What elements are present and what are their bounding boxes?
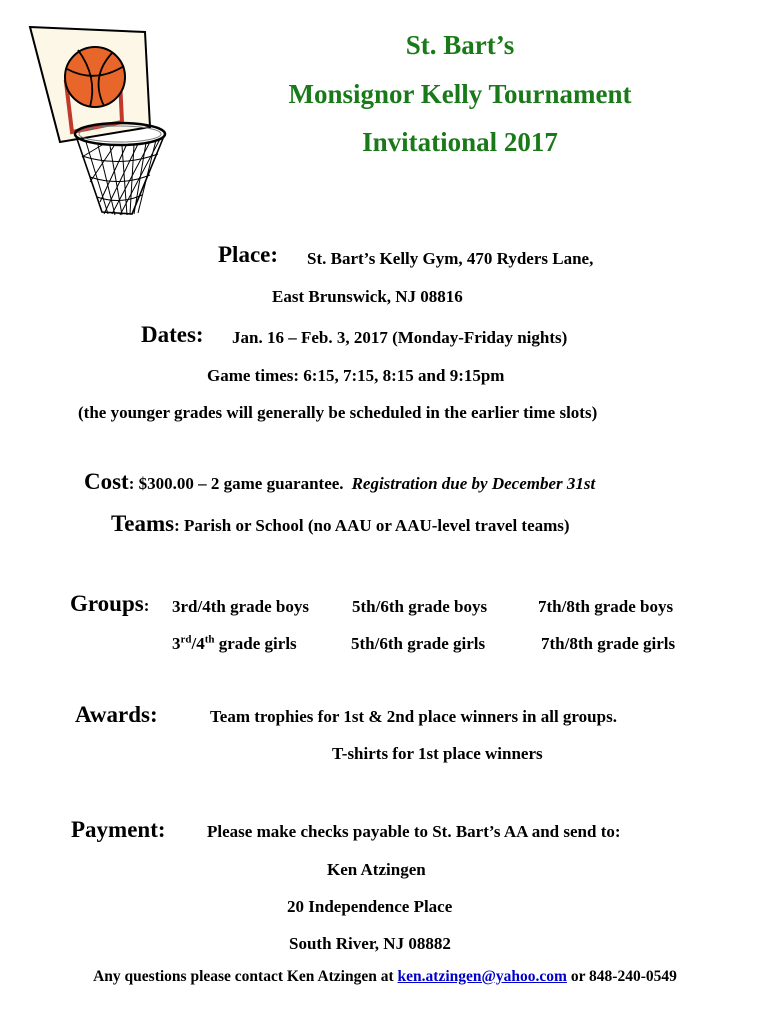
- payment-label: Payment:: [71, 817, 166, 842]
- dates-label: Dates:: [141, 322, 204, 347]
- cost-label: Cost: [84, 469, 129, 494]
- group-boys-5-6: 5th/6th grade boys: [352, 597, 488, 616]
- registration-deadline: Registration due by December 31st: [351, 474, 596, 493]
- contact-email-link[interactable]: ken.atzingen@yahoo.com: [397, 968, 567, 985]
- place-line-1: St. Bart’s Kelly Gym, 470 Ryders Lane,: [307, 249, 594, 268]
- awards-label: Awards:: [75, 702, 158, 727]
- payment-instructions: Please make checks payable to St. Bart’s AA and send to:: [207, 822, 621, 841]
- title-line-3: Invitational 2017: [362, 127, 558, 157]
- groups-colon: :: [143, 596, 150, 615]
- group-boys-3-4: 3rd/4th grade boys: [172, 597, 309, 616]
- cost-value: : $300.00 – 2 game guarantee.: [128, 474, 344, 493]
- awards-line-2: T-shirts for 1st place winners: [332, 744, 543, 763]
- cost-line: [84, 469, 595, 495]
- contact-prefix: Any questions please contact Ken Atzingen at: [93, 968, 398, 985]
- group-girls-3-4: 3rd/4th grade girls: [172, 633, 297, 653]
- game-times: Game times: 6:15, 7:15, 8:15 and 9:15pm: [207, 366, 505, 385]
- group-girls-5-6: 5th/6th grade girls: [351, 634, 486, 653]
- title-line-1: St. Bart’s: [405, 30, 515, 60]
- place-label: Place:: [218, 242, 279, 267]
- group-girls-7-8: 7th/8th grade girls: [541, 634, 676, 653]
- dates-value: Jan. 16 – Feb. 3, 2017 (Monday-Friday nights): [232, 328, 568, 347]
- contact-phone: or 848-240-0549: [566, 968, 677, 985]
- payee-name: Ken Atzingen: [327, 860, 426, 879]
- awards-line-1: Team trophies for 1st & 2nd place winners in all groups.: [210, 707, 617, 726]
- teams-line: [111, 511, 570, 537]
- group-boys-7-8: 7th/8th grade boys: [538, 597, 674, 616]
- groups-label: Groups: [70, 591, 144, 616]
- place-line-2: East Brunswick, NJ 08816: [272, 287, 463, 306]
- teams-label: Teams: [111, 511, 175, 536]
- scheduling-note: (the younger grades will generally be scheduled in the earlier time slots): [78, 403, 598, 422]
- payee-city: South River, NJ 08882: [289, 934, 451, 953]
- groups-label-wrap: [70, 591, 149, 617]
- contact-line: [0, 968, 770, 986]
- payee-street: 20 Independence Place: [287, 897, 453, 916]
- title-line-2: Monsignor Kelly Tournament: [288, 79, 632, 109]
- teams-value: : Parish or School (no AAU or AAU-level travel teams): [174, 516, 570, 535]
